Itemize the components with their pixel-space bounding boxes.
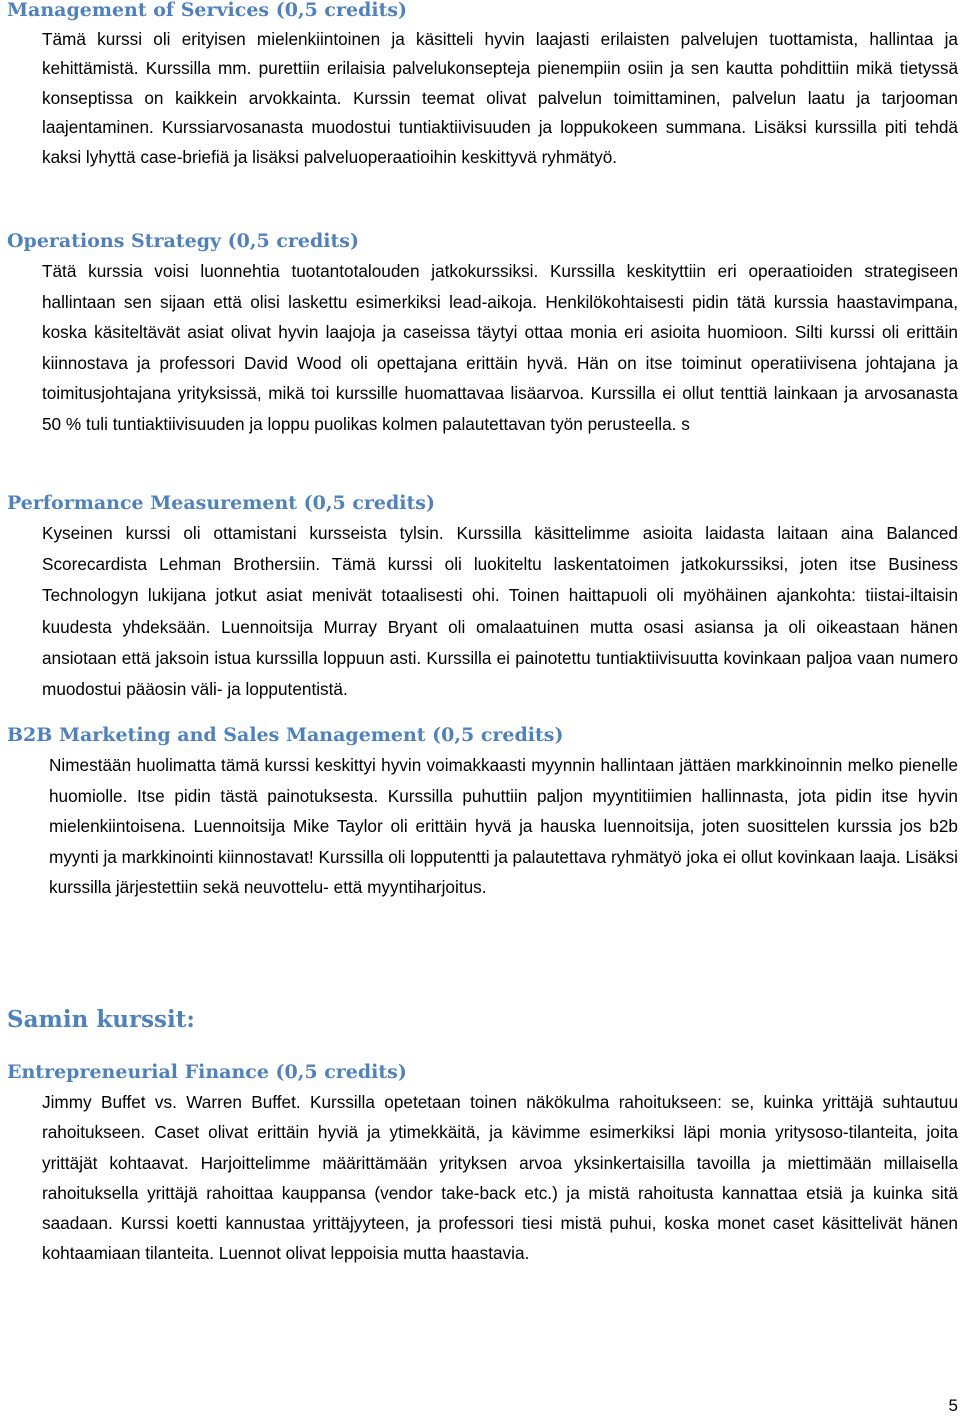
section-heading-samin-kurssit: Samin kurssit:: [7, 1006, 195, 1033]
section-body-performance-measurement: Kyseinen kurssi oli ottamistani kursseista tylsin. Kurssilla käsittelimme asioita laidasta laitaan aina Balanced Scorecardista Lehman Brothersiin. Tämä kurssi oli luokiteltu laskentatoimen jatkokurssiksi, joten itse Business Technologyn lukijana jotkut asiat menivät totaalisesti ohi. Toinen haittapuoli oli myöhäinen ajankohta: tiistai-iltaisin kuudesta yhdeksään. Luennoitsija Murray Bryant oli omalaatuinen mutta osasi asiansa ja oli oikeastaan hänen ansiotaan että jaksoin istua kurssilla loppuun asti. Kurssilla ei painotettu tuntiaktiivisuutta kovinkaan paljoa vaan numero muodostui pääosin väli- ja lopputentistä.: [42, 523, 958, 700]
section-heading-operations-strategy: Operations Strategy (0,5 credits): [7, 230, 359, 252]
section-heading-entrepreneurial-finance: Entrepreneurial Finance (0,5 credits): [7, 1061, 407, 1083]
section-heading-management-of-services: Management of Services (0,5 credits): [7, 0, 408, 21]
section-body-management-of-services: Tämä kurssi oli erityisen mielenkiintoinen ja käsitteli hyvin laajasti erilaisten palvelujen tuottamista, hallintaa ja kehittämistä. Kurssilla mm. purettiin erilaisia palvelukonsepteja pienempiin osiin ja sen kautta pohdittiin mikä tietyssä konseptissa on kaikkein arvokkainta. Kurssin teemat olivat palvelun toimittaminen, palvelun laatu ja tarjooman laajentaminen. Kurssiarvosanasta muodostui tuntiaktiivisuuden ja loppukokeen summana. Lisäksi kurssilla piti tehdä kaksi lyhyttä case-briefiä ja lisäksi palveluoperaatioihin keskittyvä ryhmätyö.: [42, 29, 958, 167]
section-heading-b2b-marketing: B2B Marketing and Sales Management (0,5 credits): [7, 724, 564, 746]
section-body-b2b-marketing: Nimestään huolimatta tämä kurssi keskittyi hyvin voimakkaasti myynnin hallintaan jättäen markkinoinnin melko pienelle huomiolle. Itse pidin tästä painotuksesta. Kurssilla puhuttiin paljon myyntitiimien hallinnasta, jota pidin itse hyvin mielenkiintoisena. Luennoitsija Mike Taylor oli erittäin hyvä ja hauska luennoitsija, joten suosittelen kurssia jos b2b myynti ja markkinointi kiinnostavat! Kurssilla oli lopputentti ja palautettava ryhmätyö joka ei ollut kovinkaan laaja. Lisäksi kurssilla järjestettiin sekä neuvottelu- että myyntiharjoitus.: [49, 755, 958, 897]
section-heading-performance-measurement: Performance Measurement (0,5 credits): [7, 492, 435, 514]
section-body-operations-strategy: Tätä kurssia voisi luonnehtia tuotantotalouden jatkokurssiksi. Kurssilla keskityttiin eri operaatioiden strategiseen hallintaan sen sijaan että olisi laskettu esimerkiksi lead-aikoja. Henkilökohtaisesti pidin tätä kurssia haastavimpana, koska käsiteltävät asiat olivat hyvin laajoja ja caseissa täytyi ottaa monia eri asioita huomioon. Silti kurssi oli erittäin kiinnostava ja professori David Wood oli opettajana erittäin hyvä. Hän on itse toiminut operatiivisena johtajana ja toimitusjohtajana yrityksissä, mikä toi kurssille huomattavaa lisäarvoa. Kurssilla ei ollut tenttiä lainkaan ja arvosanasta 50 % tuli tuntiaktiivisuuden ja loppu puolikas kolmen palautettavan työn perusteella. s: [42, 261, 958, 434]
page-number: 5: [948, 1396, 958, 1415]
section-body-entrepreneurial-finance: Jimmy Buffet vs. Warren Buffet. Kurssilla opetetaan toinen näkökulma rahoitukseen: se, kuinka yrittäjä suhtautuu rahoitukseen. Caset olivat erittäin hyviä ja ytimekkäitä, ja kävimme esimerkiksi läpi monia yritysoso-tilanteita, joita yrittäjät kohtaavat. Harjoittelimme määrittämään yrityksen arvoa yksinkertaisilla tavoilla ja miettimään millaisella rahoituksella yrittäjä rahoittaa kauppansa (vendor take-back etc.) ja mistä rahoitusta kannattaa etsiä ja kuinka sitä saadaan. Kurssi koetti kannustaa yrittäjyyteen, ja professori tiesi mistä puhui, koska monet caset käsittelivät hänen kohtaamiaan tilanteita. Luennot olivat leppoisia mutta haastavia.: [42, 1092, 958, 1264]
